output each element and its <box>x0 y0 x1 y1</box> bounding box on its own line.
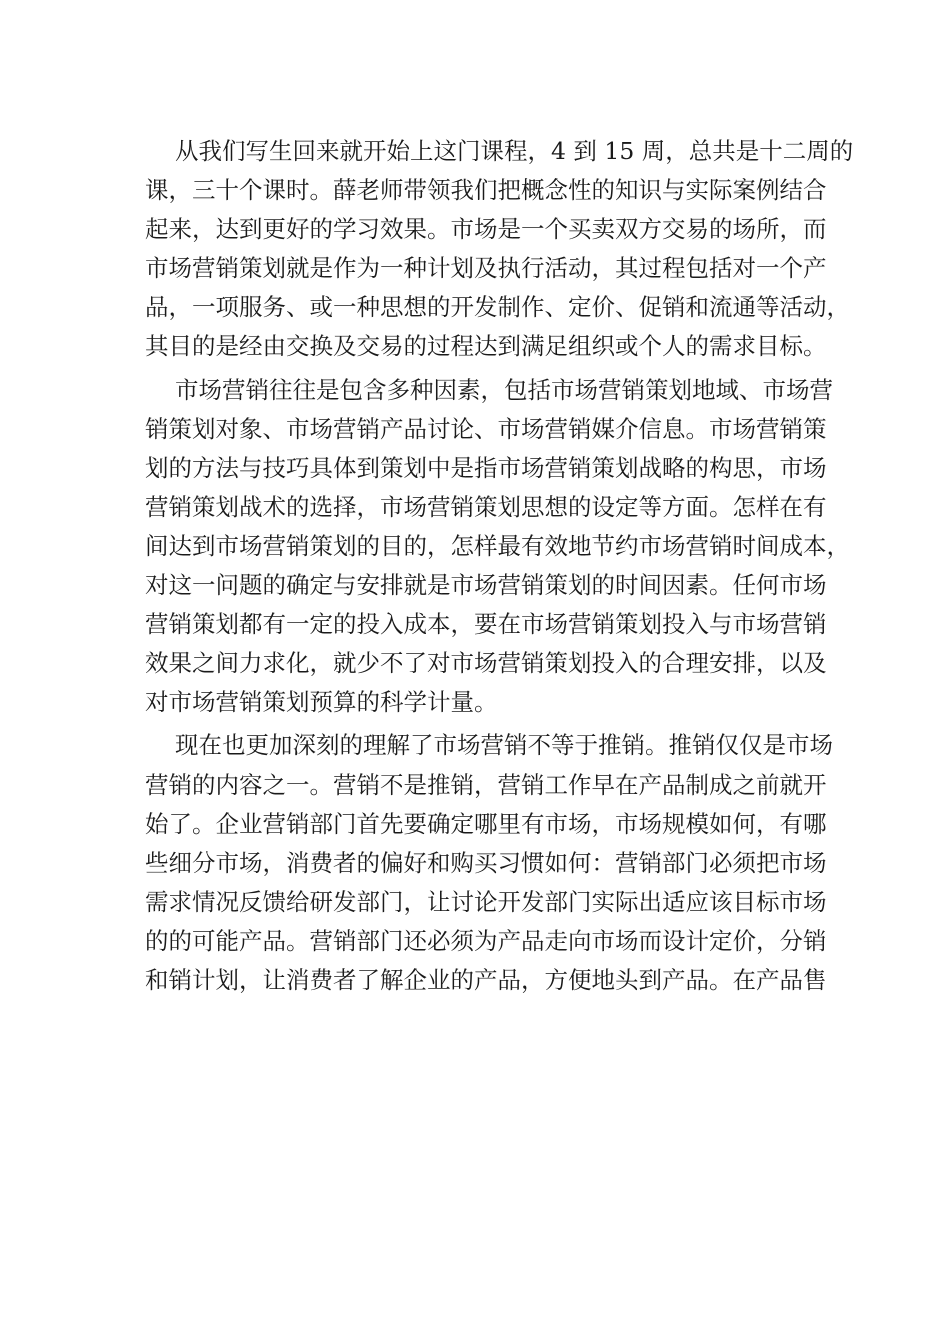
paragraph-2 <box>145 371 850 723</box>
text-line: 营销的内容之一。营销不是推销，营销工作早在产品制成之前就开 <box>145 770 827 799</box>
text-line: 需求情况反馈给研发部门，让讨论开发部门实际出适应该目标市场 <box>145 887 827 916</box>
text-line: 品，一项服务、或一种思想的开发制作、定价、促销和流通等活动， <box>145 293 850 322</box>
text-line: 市场营销往往是包含多种因素，包括市场营销策划地域、市场营 <box>175 375 833 404</box>
text-line: 间达到市场营销策划的目的，怎样最有效地节约市场营销时间成本， <box>145 531 850 560</box>
text-line: 销策划对象、市场营销产品讨论、市场营销媒介信息。市场营销策 <box>145 414 827 443</box>
text-line: 市场营销策划就是作为一种计划及执行活动，其过程包括对一个产 <box>145 254 827 283</box>
text-line: 其目的是经由交换及交易的过程达到满足组织或个人的需求目标。 <box>145 332 827 361</box>
text-line: 营销策划都有一定的投入成本，要在市场营销策划投入与市场营销 <box>145 610 827 639</box>
text-line: 划的方法与技巧具体到策划中是指市场营销策划战略的构思，市场 <box>145 453 827 482</box>
text-line: 课，三十个课时。薛老师带领我们把概念性的知识与实际案例结合 <box>145 176 827 205</box>
text-line: 现在也更加深刻的理解了市场营销不等于推销。推销仅仅是市场 <box>175 731 833 760</box>
text-line: 对这一问题的确定与安排就是市场营销策划的时间因素。任何市场 <box>145 571 827 600</box>
text-line: 起来，达到更好的学习效果。市场是一个买卖双方交易的场所，而 <box>145 215 827 244</box>
text-line: 些细分市场，消费者的偏好和购买习惯如何：营销部门必须把市场 <box>145 848 827 877</box>
text-line: 从我们写生回来就开始上这门课程，4 到 15 周，总共是十二周的 <box>175 137 854 165</box>
text-line: 对市场营销策划预算的科学计量。 <box>145 688 498 717</box>
text-line: 始了。企业营销部门首先要确定哪里有市场，市场规模如何，有哪 <box>145 809 827 838</box>
text-line: 和销计划，让消费者了解企业的产品，方便地头到产品。在产品售 <box>145 965 827 994</box>
text-line: 营销策划战术的选择，市场营销策划思想的设定等方面。怎样在有 <box>145 492 827 521</box>
text-line: 的的可能产品。营销部门还必须为产品走向市场而设计定价，分销 <box>145 926 827 955</box>
paragraph-3 <box>145 726 833 1000</box>
document-body <box>145 132 854 1000</box>
text-line: 效果之间力求化，就少不了对市场营销策划投入的合理安排，以及 <box>145 649 827 678</box>
paragraph-1 <box>145 132 854 367</box>
